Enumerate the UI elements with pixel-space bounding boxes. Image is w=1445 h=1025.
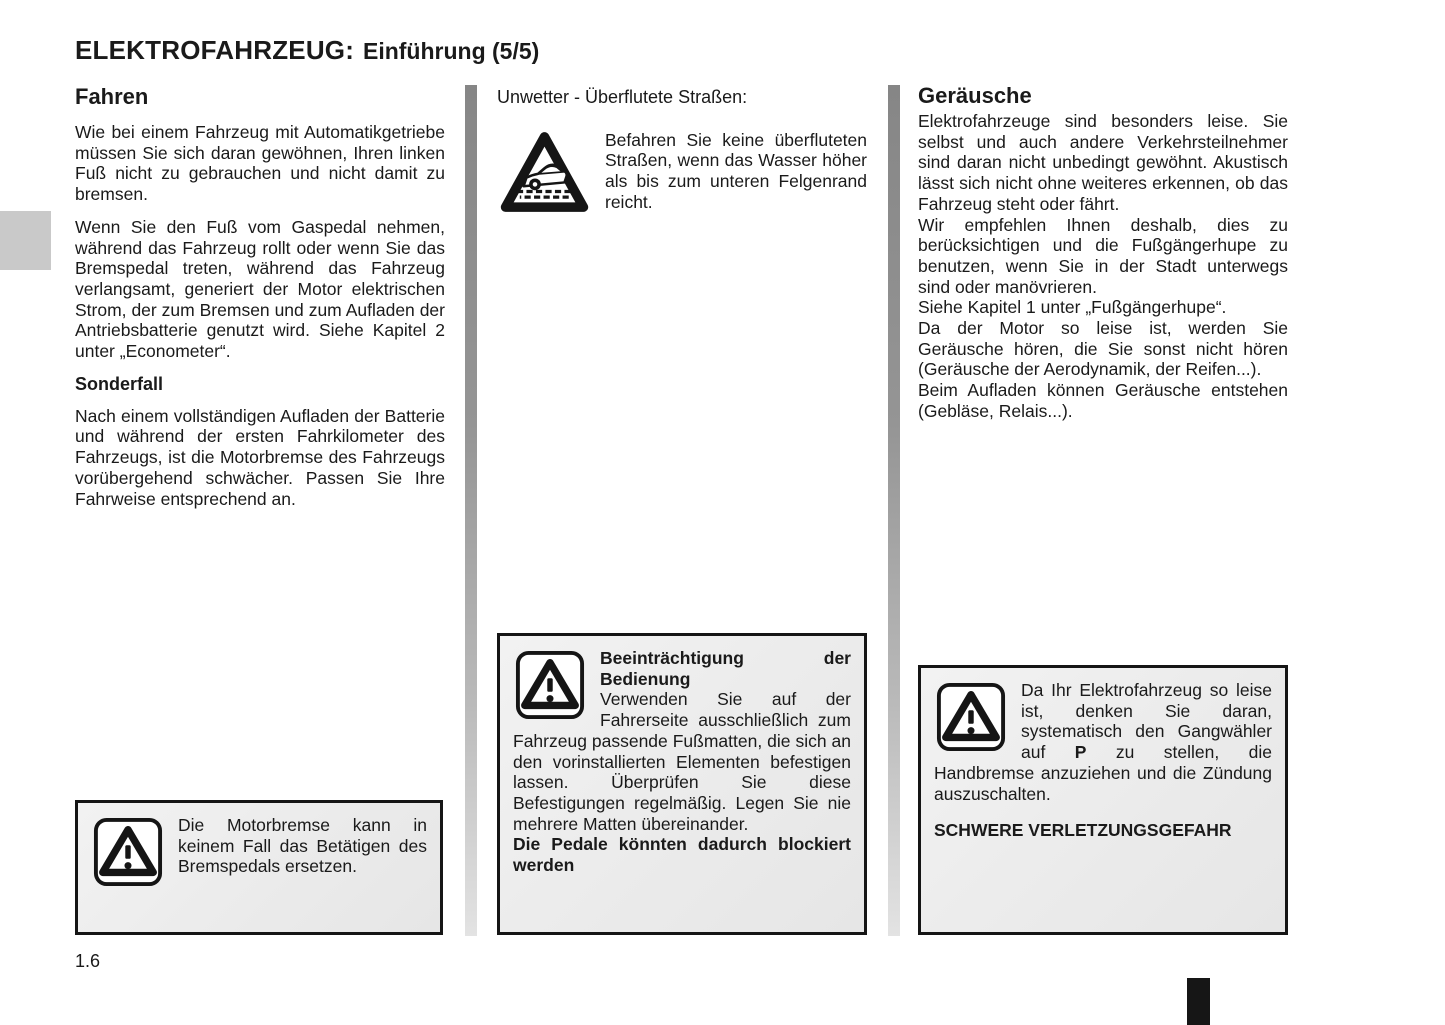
paragraph-fussgaengerhupe: Wir empfehlen Ihnen deshalb, dies zu berücksichtigen und die Fußgängerhupe zu benutzen, wenn Sie in der Stadt unterwegs sind oder manövrieren. [918,214,1288,297]
warning-box-title: Beeinträchtigung der Bedienung [600,648,851,689]
warning-triangle-icon [936,682,1006,752]
warning-box-text: Verwenden Sie auf der Fahrerseite ausschließlich zum Fahrzeug passende Fußmatten, die sich an den vorinstallierten Elementen befestigen lassen. Überprüfen Sie diese Befestigungen regelmäßig. Legen Sie nie mehrere Matten übereinander. [513,689,851,834]
warning-text-pre: Da Ihr Elektrofahrzeug so leise ist, denken Sie daran, systematisch den Gangwähler auf [1021,680,1272,763]
warning-box-bold-text: Die Pedale könnten dadurch blockiert werden [513,834,851,876]
column-divider-right [888,85,900,936]
flood-advice-row [497,128,867,213]
flooded-road-icon [497,128,592,216]
warning-box-motorbremse [75,800,443,935]
section-heading-fahren: Fahren [75,84,149,109]
section-heading-unwetter: Unwetter - Überflutete Straßen: [497,87,748,107]
warning-triangle-icon [93,817,163,887]
flood-advice-text: Befahren Sie keine überfluteten Straßen, wenn das Wasser höher als bis zum unteren Felgenrand reicht. [605,129,867,212]
warning-text-p: P [1074,742,1087,763]
paragraph-aufladen: Beim Aufladen können Geräusche entstehen (Gebläse, Relais...). [918,380,1288,421]
warning-box-text: Die Motorbremse kann in keinem Fall das Betätigen des Bremspedals ersetzen. [178,815,427,877]
paragraph-leise: Elektrofahrzeuge sind besonders leise. Sie selbst und auch andere Verkehrsteilnehmer sind daran nicht unbedingt gewöhnt. Akustisch lässt sich nicht ohne weiteres erkennen, ob das Fahrzeug steht oder fährt. [918,111,1288,214]
paragraph-gaspedal: Wenn Sie den Fuß vom Gaspedal nehmen, während das Fahrzeug rollt oder wenn Sie das Bremspedal treten, während das Fahrzeug verlangsamt, generiert der Motor elektrischen Strom, der zum Bremsen und zum Aufladen der Antriebsbatterie genutzt wird. Siehe Kapitel 2 unter „Econometer“. [75,216,445,362]
page-number: 1.6 [75,951,101,971]
page-title-section: ELEKTROFAHRZEUG: [75,35,355,65]
paragraph-geraeusche-hoeren: Da der Motor so leise ist, werden Sie Geräusche hören, die Sie sonst nicht hören (Geräusche der Aerodynamik, der Reifen...). [918,318,1288,380]
chapter-tab-marker [1187,978,1210,1025]
column-divider-left [465,85,477,936]
column-fahren [75,85,445,521]
page-title-subtitle: Einführung (5/5) [362,38,540,64]
column-unwetter [497,85,867,225]
chapter-edge-marker [0,211,51,270]
subsection-heading-sonderfall: Sonderfall [75,373,164,394]
warning-triangle-icon [515,650,585,720]
page-title [75,30,539,67]
warning-text-post: zu stellen, die Handbremse anzuziehen und die Zündung auszuschalten. [934,742,1272,804]
danger-statement: SCHWERE VERLETZUNGSGEFAHR [934,820,1232,841]
paragraph-kapitel1: Siehe Kapitel 1 unter „Fußgängerhupe“. [918,297,1227,318]
section-heading-geraeusche: Geräusche [918,83,1032,108]
warning-box-fussmatten [497,633,867,935]
warning-box-verletzungsgefahr [918,665,1288,935]
paragraph-automatikgetriebe: Wie bei einem Fahrzeug mit Automatikgetriebe müssen Sie sich daran gewöhnen, Ihren linken Fuß nicht zu gebrauchen und nicht damit zu bremsen. [75,122,445,205]
paragraph-sonderfall: Nach einem vollständigen Aufladen der Batterie und während der ersten Fahrkilometer des Fahrzeugs, ist die Motorbremse des Fahrzeugs vorübergehend schwächer. Passen Sie Ihre Fahrweise entsprechend an. [75,405,445,509]
column-geraeusche [918,84,1288,422]
